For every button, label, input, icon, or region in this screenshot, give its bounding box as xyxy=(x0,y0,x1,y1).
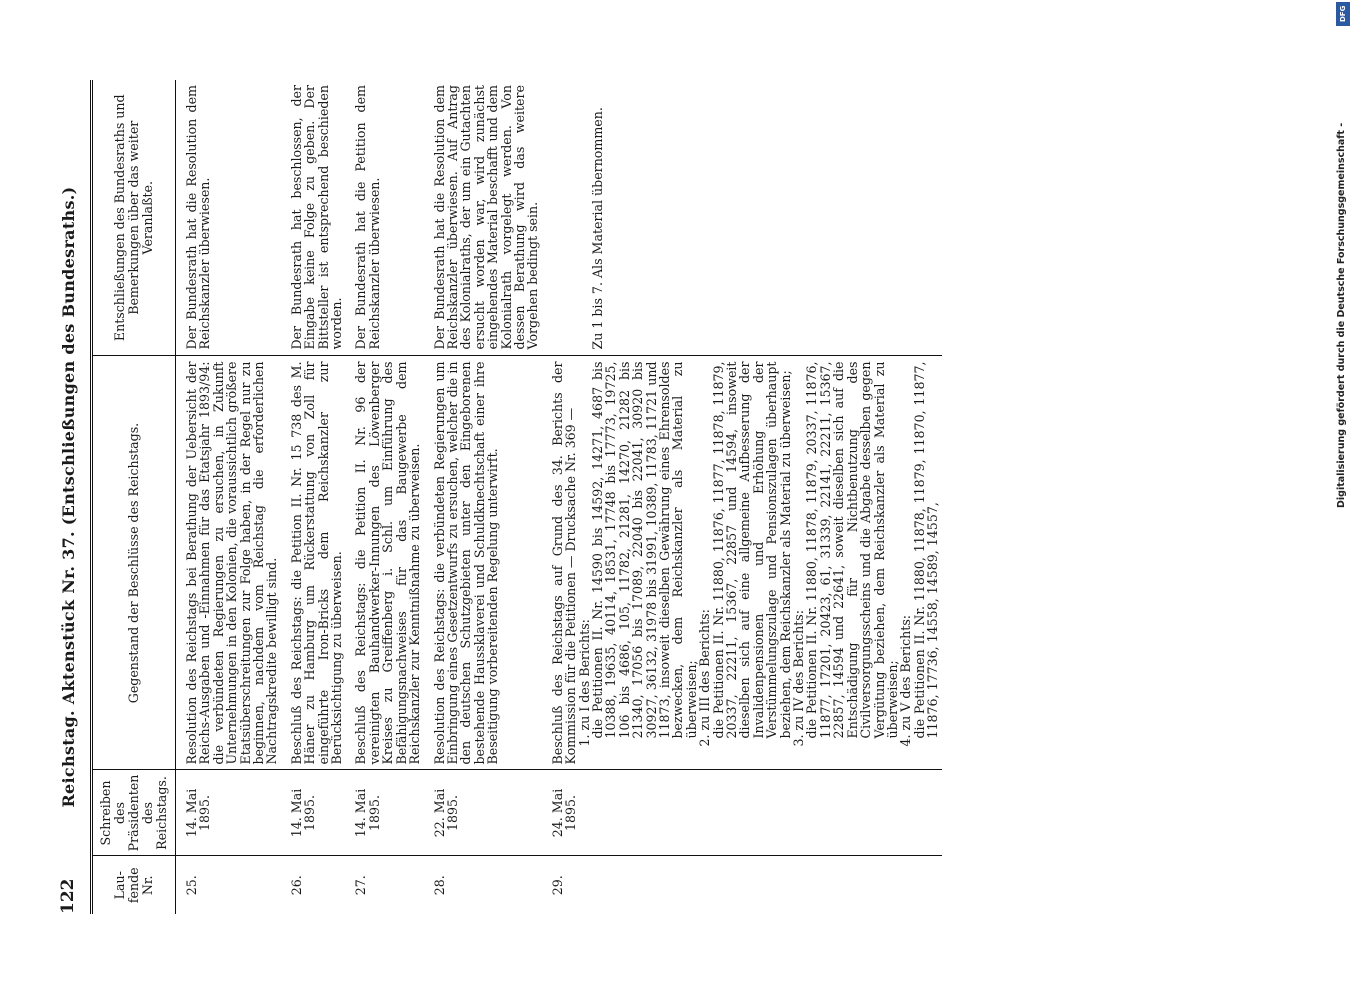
row-number: 26. xyxy=(288,875,304,896)
row-number: 29. xyxy=(549,875,565,896)
row-subject: Beschluß des Reichstags: die Petition II. Nr. 15 738 des M. Häner zu Hamburg um Rückerstattung von Zoll für eingeführte Iron-Bricks dem Reichskanzler zur Berücksichtigung zu überweisen. xyxy=(281,356,346,770)
list-item-heading: 1. zu I des Berichts: xyxy=(576,619,592,747)
table-row xyxy=(281,80,346,914)
list-item-text: die Petitionen II. Nr. 11880, 11876, 11877, 11878, 11879, 20337, 22211, 15367, 22857 und 14594, insoweit dieselben sich auf eine allgemeine Aufbesserung der Invalidenpensionen und Erhöhung der Verstümmelungszulage und Pensionszulagen überhaupt beziehen, dem Reichskanzler als Material zu überweisen; xyxy=(710,361,793,739)
row-decision-text: Zu 1 bis 7. Als Material übernommen. xyxy=(589,107,605,350)
list-item-heading: 2. zu III des Berichts: xyxy=(697,609,713,747)
document-page xyxy=(60,80,942,914)
col-header-letter: Schreiben des Präsidenten des Reichstags. xyxy=(92,770,176,856)
row-date: 14. Mai 1895. xyxy=(345,770,423,856)
table-header-row xyxy=(92,80,176,914)
row-date: 22. Mai 1895. xyxy=(424,770,542,856)
row-decision: Der Bundesrath hat beschlossen, der Eingabe keine Folge zu geben. Der Bittsteller ist entsprechend beschieden worden. xyxy=(281,80,346,356)
list-item-text: die Petitionen II. Nr. 14590 bis 14592, 14271, 4687 bis 10388, 19635, 40114, 18531, 17748 bis 17773, 19725, 106 bis 4686, 105, 11782, 21281, 14270, 21282 bis 21340, 17056 bis 17089, 22040 bis 22041, 30920 bis 30927, 36132, 31978 bis 31991, 10389, 11783, 11721 und 11873, insoweit dieselben Gewährung eines Ehrensoldes bezwecken, dem Reichskanzler als Material zu überweisen; xyxy=(589,361,699,739)
row-date: 14. Mai 1895. xyxy=(281,770,346,856)
table-row xyxy=(424,80,542,914)
list-item-text: die Petitionen II. Nr. 11880, 11878, 11879, 11870, 11877, 11876, 17736, 14558, 14589, 14557, xyxy=(911,361,941,739)
list-item-heading: 4. zu V des Berichts: xyxy=(898,614,914,747)
table-row xyxy=(542,80,942,914)
row-subject: Resolution des Reichstags bei Berathung der Uebersicht der Reichs-Ausgaben und -Einnahmen für das Etatsjahr 1893/94: die verbündeten Regierungen zu ersuchen, in Zukunft Unternehmungen in den Kolonien, die voraussichtlich größere Etatsüberschreitungen zur Folge haben, in der Regel nur zu beginnen, nachdem vom Reichstag die erforderlichen Nachtragskredite bewilligt sind. xyxy=(176,356,281,770)
row-decision: Der Bundesrath hat die Resolution dem Reichskanzler überwiesen. Auf Antrag des Kolonialraths, der um ein Gutachten ersucht worden war, wird zunächst eingehendes Material beschafft und dem Kolonialrath vorgelegt werden. Von dessen Berathung wird das weitere Vorgehen bedingt sein. xyxy=(424,80,542,356)
row-subject xyxy=(542,356,942,770)
row-number: 25. xyxy=(184,875,199,896)
page-title: Reichstag. Aktenstück Nr. 37. (Entschließungen des Bundesraths.) xyxy=(59,186,78,808)
table-row xyxy=(176,80,281,914)
list-item-heading: 3. zu IV des Berichts: xyxy=(791,609,807,747)
row-decision: Der Bundesrath hat die Petition dem Reichskanzler überwiesen. xyxy=(345,80,423,356)
col-header-number: Lau-fende Nr. xyxy=(92,856,176,914)
table-row xyxy=(345,80,423,914)
page-number: 122 xyxy=(58,878,78,914)
dfg-logo: DFG xyxy=(1336,2,1350,26)
row-date: 14. Mai 1895. xyxy=(176,770,281,856)
page-header xyxy=(60,80,90,914)
row-number: 28. xyxy=(431,875,447,896)
row-date: 24. Mai 1895. xyxy=(542,770,942,856)
resolutions-table xyxy=(90,80,942,914)
row-subject: Beschluß des Reichstags: die Petition II. Nr. 96 der vereinigten Bauhandwerker-Innungen des Löwenberger Kreises zu Greiffenberg i. Schl. um Einführung des Befähigungsnachweises für das Baugewerbe dem Reichskanzler zur Kenntnißnahme zu überweisen. xyxy=(345,356,423,770)
row-number: 27. xyxy=(353,875,369,896)
digitization-note: Digitalisierung gefördert durch die Deutsche Forschungsgemeinschaft - xyxy=(1336,122,1347,508)
row-decision xyxy=(542,80,942,356)
row-subject: Resolution des Reichstags: die verbündeten Regierungen um Einbringung eines Gesetzentwurfs zu ersuchen, welcher die in den deutschen Schutzgebieten unter den Eingeborenen bestehende Haussklaverei und Schuldknechtschaft einer ihre Beseitigung vorbereitenden Regelung unterwirft. xyxy=(424,356,542,770)
list-item-text: die Petitionen II. Nr. 11880, 11878, 11879, 20337, 11876, 11877, 17201, 20423, 61, 31339, 22141, 22211, 15367, 22857, 14594 und 22641, soweit dieselben sich auf die Entschädigung für Nichtbenutzung des Civilversorgungsscheins und die Abgabe desselben gegen Vergütung beziehen, dem Reichskanzler als Material zu überweisen; xyxy=(804,361,900,739)
row-decision: Der Bundesrath hat die Resolution dem Reichskanzler überwiesen. xyxy=(176,80,281,356)
col-header-decision: Entschließungen des Bundesraths und Bemerkungen über das weiter Veranlaßte. xyxy=(92,80,176,356)
row-subject-intro: Beschluß des Reichstags auf Grund des 34. Berichts der Kommission für die Petitionen — Drucksache Nr. 369 — xyxy=(549,361,579,765)
col-header-subject: Gegenstand der Beschlüsse des Reichstags. xyxy=(92,356,176,770)
